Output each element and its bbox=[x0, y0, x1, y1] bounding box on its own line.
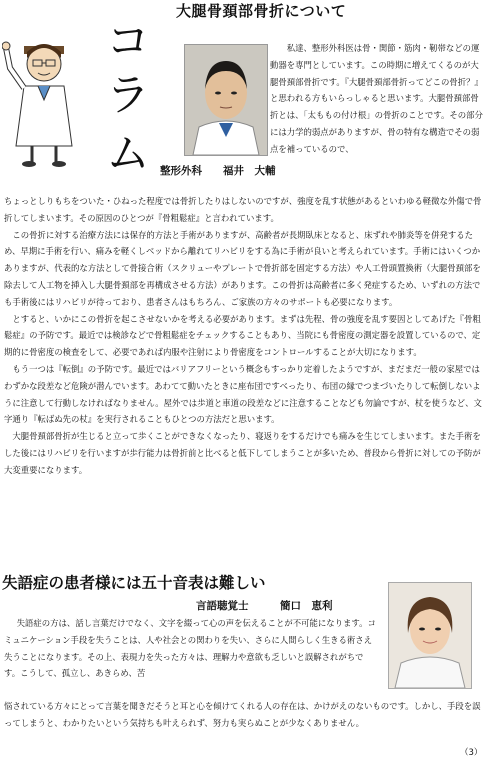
column-char-mu: ム bbox=[106, 128, 150, 179]
intro-paragraph: 私達、整形外科医は骨・関節・筋肉・靭帯などの運動器を専門としています。この時期に増えてくるのが大腿骨頚部骨折です。『大腿骨頚部骨折ってどこの骨折？』と思われる方もいらっしゃると思います。大腿骨頚部骨折とは、「太ももの付け根」の骨折のことです。その部分には力学的弱点がありますが、骨の特有な構造でその弱点を補っているので、 bbox=[270, 43, 483, 154]
doctor-illustration bbox=[2, 28, 94, 168]
body-paragraph: とすると、いかにこの骨折を起こさせないかを考える必要があります。まずは先程、骨の強度を乱す要因としてあげた『骨粗鬆症』の予防です。最近では検診などで骨粗鬆症をチェックすることもあり、当院にも骨密度の測定器を設置しているので、定期的に骨密度の検査をして、必要であれば内服や注射により骨密度をコントロールすることが大切になります。 bbox=[4, 313, 481, 358]
article-body-1 bbox=[4, 193, 488, 479]
body-paragraph: この骨折に対する治療方法には保存的方法と手術がありますが、高齢者が長期臥床となると、床ずれや肺炎等を併発するため、早期に手術を行い、痛みを軽くしベッドから離れてリハビリをする為に手術が良いと考えられています。手術にはいくつかありますが、代表的な方法として骨接合術（スクリューやプレートで骨折部を固定する方法）や人工骨頭置換術（大腿骨頚部を除去して人工物を挿入し大腿骨頚部を再構成させる方法）があります。この骨折は高齢者に多く発症するため、いずれの方法でも手術後にはリハビリが待っており、患者さんはもちろん、ご家族の方々のサポートも必要になります。 bbox=[4, 229, 481, 307]
body-paragraph: 大腿骨頚部骨折が生じると立って歩くことができなくなったり、寝返りをするだけでも痛みを生じてしまいます。また手術をした後にはリハビリを行いますが歩行能力は骨折前と比べると低下してしまうことが多いため、普段から骨折に対しての予防が大変重要になります。 bbox=[4, 431, 481, 475]
author-name-1: 整形外科 福井 大輔 bbox=[160, 165, 276, 177]
author-name-2: 言語聴覚士 簡口 恵利 bbox=[196, 600, 333, 612]
article-title-2: 失語症の患者様には五十音表は難しい bbox=[2, 574, 266, 592]
author-photo-2 bbox=[388, 582, 472, 689]
column-char-ra: ラ bbox=[106, 70, 150, 121]
author-photo-1 bbox=[184, 44, 268, 156]
column-char-ko: コ bbox=[106, 16, 150, 67]
column-heading-art bbox=[96, 10, 160, 180]
page-number: （3） bbox=[460, 748, 483, 758]
article-body-2a: 失語症の方は、話し言葉だけでなく、文字を綴って心の声を伝えることが不可能になります。コミュニケーション手段を失うことは、人や社会との関わりを失い、さらに人間らしく生きる術さえ失うことになります。その上、表現力を失った方々は、理解力や意欲も乏しいと誤解されがちです。こうして、孤立し、あきらめ、苦 bbox=[4, 618, 376, 679]
body-paragraph: ちょっとしりもちをついた・ひねった程度では骨折したりはしないのですが、強度を乱す状態があるといわゆる軽微な外傷で骨折してしまいます。その原因のひとつが『骨粗鬆症』と言われています。 bbox=[4, 196, 482, 223]
article-title: 大腿骨頚部骨折について bbox=[176, 2, 347, 20]
article-body-2b: 悩されている方々にとって言葉を聞きだそうと耳と心を傾けてくれる人の存在は、かけがえのないものです。しかし、手段を誤ってしまうと、わかりたいという気持ちも叶えられず、努力も実らぬことが少なくありません。 bbox=[4, 701, 481, 728]
body-paragraph: もう一つは『転倒』の予防です。最近ではバリアフリーという概念もすっかり定着したようですが、まだまだ一般の家屋ではわずかな段差など危険が潜んでいます。あわてて動いたときに座布団ですべったり、布団の縁でつまづいたりして転倒しないように注意して行動しなければなりません。屋外では歩道と車道の段差などに注意することなども勿論ですが、杖を使うなど、文字通り『転ばぬ先の杖』を実行されることもひとつの方法だと思います。 bbox=[4, 363, 482, 425]
